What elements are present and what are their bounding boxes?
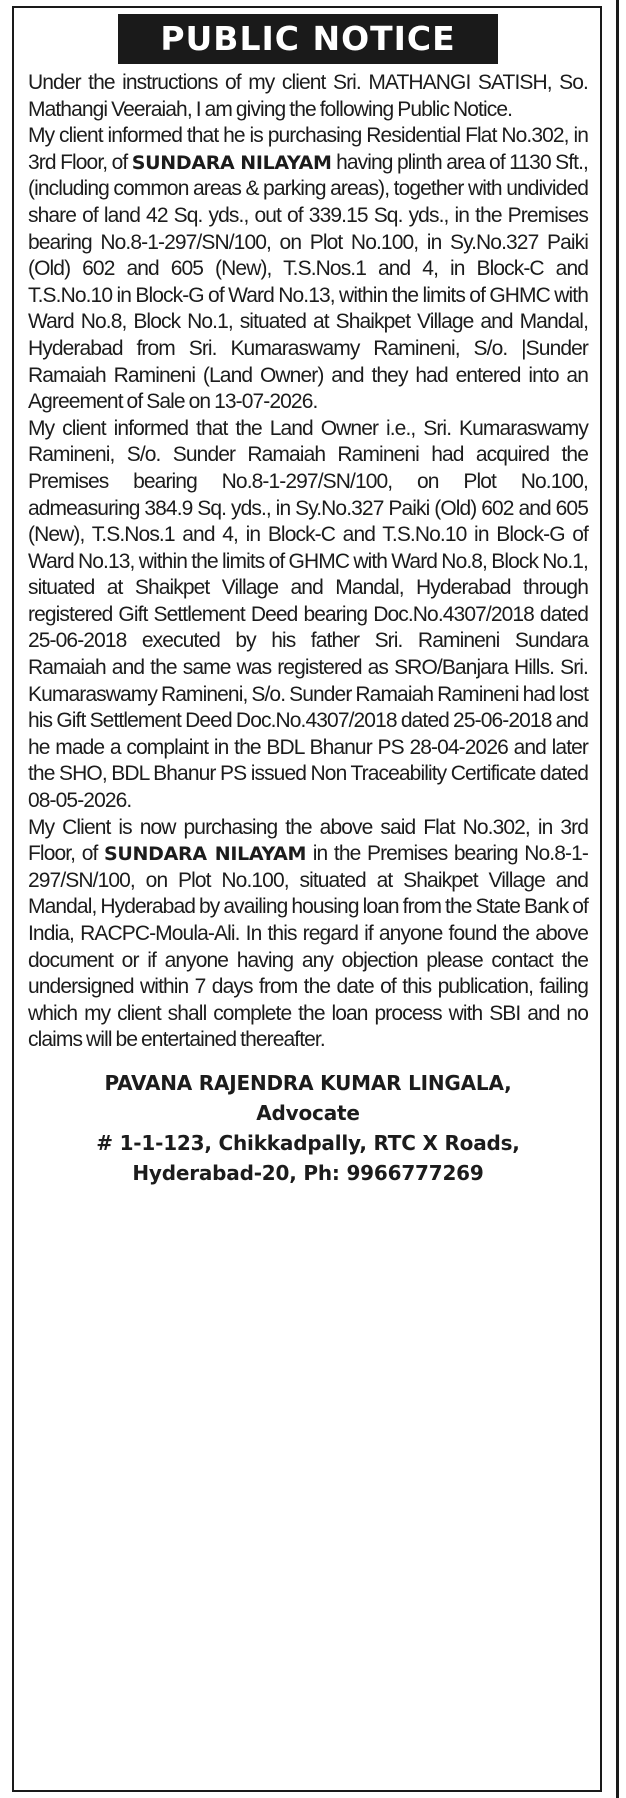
notice-paragraph-title-history	[28, 416, 588, 815]
public-notice	[12, 6, 602, 1792]
paragraph-text: My client informed that he is purchasing Residential Flat No.302, in 3rd Floor, of	[28, 124, 588, 174]
paragraph-text: My client informed that the Land Owner i.e., Sri. Kumaraswamy Ramineni, S/o. Sunder Ramaiah Ramineni had acquired the Premises bearing No.8-1-297/SN/100, on Plot No.100, admeasuring 384.9 Sq. yds., in Sy.No.327 Paiki (Old) 602 and 605 (New), T.S.Nos.1 and 4, in Block-C and T.S.No.10 in Block-G of Ward No.13, within the limits of GHMC with Ward No.8, Block No.1, situated at Shaikpet Village and Mandal, Hyderabad through registered Gift Settlement Deed bearing Doc.No.4307/2018 dated 25-06-2018 executed by his father Sri. Ramineni Sundara Ramaiah and the same was registered as SRO/Banjara Hills. Sri. Kumaraswamy Ramineni, S/o. Sunder Ramaiah Ramineni had lost his Gift Settlement Deed Doc.No.4307/2018 dated 25-06-2018 and he made a complaint in the BDL Bhanur PS 28-04-2026 and later the SHO, BDL Bhanur PS issued Non Traceability Certificate dated 08-05-2026.	[28, 416, 588, 813]
paragraph-text: Under the instructions of my client Sri. MATHANGI SATISH, So. Mathangi Veeraiah, I am giving the following Public Notice.	[28, 71, 588, 121]
building-name: SUNDARA NILAYAM	[104, 843, 307, 866]
advocate-designation: Advocate	[256, 1100, 360, 1125]
column-divider	[616, 0, 619, 1798]
paragraph-text: having plinth area of 1130 Sft., (including common areas & parking areas), together with undivided share of land 42 Sq. yds., out of 339.15 Sq. yds., in the Premises bearing No.8-1-297/SN/100, on Plot No.100, in Sy.No.327 Paiki (Old) 602 and 605 (New), T.S.Nos.1 and 4, in Block-C and T.S.No.10 in Block-G of Ward No.13, within the limits of GHMC with Ward No.8, Block No.1, situated at Shaikpet Village and Mandal, Hyderabad from Sri. Kumaraswamy Ramineni, S/o. |Sunder Ramaiah Ramineni (Land Owner) and they had entered into an Agreement of Sale on 13-07-2026.	[28, 150, 588, 414]
notice-title: PUBLIC NOTICE	[118, 14, 498, 64]
notice-paragraph-intro	[28, 70, 588, 123]
paragraph-text: in the Premises bearing No.8-1-297/SN/100, on Plot No.100, situated at Shaikpet Village and Mandal, Hyderabad by availing housing loan from the State Bank of India, RACPC-Moula-Ali. In this regard if anyone found the above document or if anyone having any objection please contact the undersigned within 7 days from the date of this publication, failing which my client shall complete the loan process with SBI and no claims will be entertained thereafter.	[28, 842, 588, 1052]
advocate-name: PAVANA RAJENDRA KUMAR LINGALA,	[104, 1070, 512, 1095]
building-name: SUNDARA NILAYAM	[131, 151, 332, 174]
notice-paragraph-purchase	[28, 123, 588, 416]
paragraph-text: My Client is now purchasing the above said Flat No.302, in 3rd Floor, of	[28, 815, 588, 866]
notice-paragraph-objection	[28, 815, 588, 1054]
advocate-address: # 1-1-123, Chikkadpally, RTC X Roads,	[96, 1130, 520, 1155]
advocate-signature-block	[28, 1068, 588, 1188]
advocate-city-phone: Hyderabad-20, Ph: 9966777269	[132, 1160, 484, 1185]
notice-body	[28, 70, 588, 1054]
